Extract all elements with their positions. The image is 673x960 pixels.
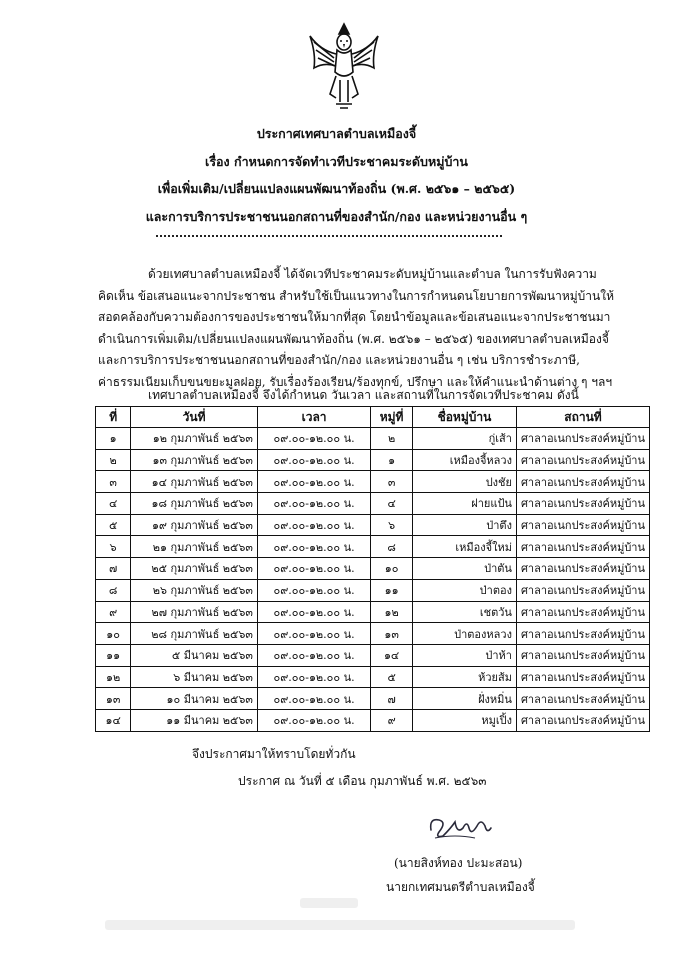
cell-no: ๙: [96, 601, 131, 623]
cell-village: กู่เส้า: [412, 428, 516, 450]
table-row: [96, 536, 650, 558]
cell-no: ๖: [96, 536, 131, 558]
cell-time: ๐๙.๐๐-๑๒.๐๐ น.: [257, 428, 370, 450]
table-row: [96, 709, 650, 731]
cell-time: ๐๙.๐๐-๑๒.๐๐ น.: [257, 558, 370, 580]
cell-village: ป่าตัน: [412, 558, 516, 580]
cell-date: ๑๒ กุมภาพันธ์ ๒๕๖๓: [131, 428, 258, 450]
cell-date: ๒๘ กุมภาพันธ์ ๒๕๖๓: [131, 623, 258, 645]
cell-village: เหมืองจี้ใหม่: [412, 536, 516, 558]
cell-date: ๒๑ กุมภาพันธ์ ๒๕๖๓: [131, 536, 258, 558]
cell-no: ๕: [96, 514, 131, 536]
cell-date: ๑๙ กุมภาพันธ์ ๒๕๖๓: [131, 514, 258, 536]
cell-village: ปงชัย: [412, 471, 516, 493]
cell-no: ๓: [96, 471, 131, 493]
body-line: ดำเนินการเพิ่มเติม/เปลี่ยนแปลงแผนพัฒนาท้องถิ่น (พ.ศ. ๒๕๖๑ – ๒๕๖๕) ของเทศบาลตำบลเหมืองจี้: [98, 331, 609, 346]
col-header-date: วันที่: [131, 407, 258, 428]
cell-village: เชตวัน: [412, 601, 516, 623]
cell-date: ๑๘ กุมภาพันธ์ ๒๕๖๓: [131, 493, 258, 515]
cell-village: ฝายแป้น: [412, 493, 516, 515]
cell-venue: ศาลาอเนกประสงค์หมู่บ้าน: [516, 623, 649, 645]
cell-time: ๐๙.๐๐-๑๒.๐๐ น.: [257, 579, 370, 601]
table-row: [96, 623, 650, 645]
table-row: [96, 449, 650, 471]
body-line: และการบริการประชาชนนอกสถานที่ของสำนัก/กอง และหน่วยงานอื่น ๆ เช่น บริการชำระภาษี,: [98, 353, 580, 367]
cell-time: ๐๙.๐๐-๑๒.๐๐ น.: [257, 644, 370, 666]
closing-date: ประกาศ ณ วันที่ ๕ เดือน กุมภาพันธ์ พ.ศ. ๒๕๖๓: [238, 774, 487, 788]
cell-time: ๐๙.๐๐-๑๒.๐๐ น.: [257, 449, 370, 471]
cell-moo: ๘: [371, 536, 413, 558]
col-header-time: เวลา: [257, 407, 370, 428]
body-line: สอดคล้องกับความต้องการของประชาชนให้มากที่สุด โดยนำข้อมูลและข้อเสนอแนะจากประชาชนมา: [98, 310, 611, 324]
table-row: [96, 471, 650, 493]
cell-moo: ๑๑: [371, 579, 413, 601]
cell-venue: ศาลาอเนกประสงค์หมู่บ้าน: [516, 428, 649, 450]
cell-venue: ศาลาอเนกประสงค์หมู่บ้าน: [516, 579, 649, 601]
cell-no: ๔: [96, 493, 131, 515]
table-intro: [98, 385, 638, 407]
cell-moo: ๑๒: [371, 601, 413, 623]
cell-village: ป่าห้า: [412, 644, 516, 666]
cell-village: ป่าตอง: [412, 579, 516, 601]
cell-no: ๑๓: [96, 688, 131, 710]
cell-village: ป่าตองหลวง: [412, 623, 516, 645]
cell-date: ๖ มีนาคม ๒๕๖๓: [131, 666, 258, 688]
cell-venue: ศาลาอเนกประสงค์หมู่บ้าน: [516, 449, 649, 471]
body-paragraph: [98, 264, 638, 393]
body-line: ด้วยเทศบาลตำบลเหมืองจี้ ได้จัดเวทีประชาคมระดับหมู่บ้านและตำบล ในการรับฟังความ: [148, 267, 597, 281]
cell-date: ๒๗ กุมภาพันธ์ ๒๕๖๓: [131, 601, 258, 623]
cell-venue: ศาลาอเนกประสงค์หมู่บ้าน: [516, 688, 649, 710]
header-divider: [156, 235, 502, 237]
cell-time: ๐๙.๐๐-๑๒.๐๐ น.: [257, 709, 370, 731]
cell-moo: ๙: [371, 709, 413, 731]
table-row: [96, 579, 650, 601]
table-intro-text: เทศบาลตำบลเหมืองจี้ จึงได้กำหนด วันเวลา และสถานที่ในการจัดเวทีประชาคม ดังนี้: [148, 388, 579, 402]
signer-name: (นายสิงห์ทอง ปะมะสอน): [394, 856, 523, 870]
cell-time: ๐๙.๐๐-๑๒.๐๐ น.: [257, 688, 370, 710]
cell-time: ๐๙.๐๐-๑๒.๐๐ น.: [257, 623, 370, 645]
cell-venue: ศาลาอเนกประสงค์หมู่บ้าน: [516, 471, 649, 493]
cell-village: เหมืองจี้หลวง: [412, 449, 516, 471]
table-row: [96, 428, 650, 450]
cell-village: หมูเปิ้ง: [412, 709, 516, 731]
cell-time: ๐๙.๐๐-๑๒.๐๐ น.: [257, 471, 370, 493]
cell-village: ห้วยส้ม: [412, 666, 516, 688]
cell-venue: ศาลาอเนกประสงค์หมู่บ้าน: [516, 666, 649, 688]
cell-time: ๐๙.๐๐-๑๒.๐๐ น.: [257, 514, 370, 536]
cell-moo: ๓: [371, 471, 413, 493]
bleed-through-mark: [300, 898, 358, 908]
cell-no: ๑๐: [96, 623, 131, 645]
cell-moo: ๑: [371, 449, 413, 471]
cell-venue: ศาลาอเนกประสงค์หมู่บ้าน: [516, 709, 649, 731]
body-line: คิดเห็น ข้อเสนอแนะจากประชาชน สำหรับใช้เป็นแนวทางในการกำหนดนโยบายการพัฒนาหมู่บ้านให้: [98, 288, 614, 303]
cell-time: ๐๙.๐๐-๑๒.๐๐ น.: [257, 666, 370, 688]
cell-no: ๒: [96, 449, 131, 471]
table-row: [96, 493, 650, 515]
cell-no: ๗: [96, 558, 131, 580]
table-header-row: [96, 407, 650, 428]
cell-venue: ศาลาอเนกประสงค์หมู่บ้าน: [516, 601, 649, 623]
cell-venue: ศาลาอเนกประสงค์หมู่บ้าน: [516, 558, 649, 580]
cell-moo: ๑๐: [371, 558, 413, 580]
table-row: [96, 688, 650, 710]
cell-village: ป่าตึง: [412, 514, 516, 536]
cell-no: ๑: [96, 428, 131, 450]
cell-moo: ๕: [371, 666, 413, 688]
cell-venue: ศาลาอเนกประสงค์หมู่บ้าน: [516, 644, 649, 666]
header-subject: เรื่อง กำหนดการจัดทำเวทีประชาคมระดับหมู่บ้าน: [205, 154, 468, 169]
cell-moo: ๑๔: [371, 644, 413, 666]
garuda-emblem-icon: [306, 20, 382, 112]
col-header-moo: หมู่ที่: [371, 407, 413, 428]
bleed-through-mark: [105, 920, 575, 930]
table-row: [96, 644, 650, 666]
cell-no: ๑๒: [96, 666, 131, 688]
cell-date: ๑๑ มีนาคม ๒๕๖๓: [131, 709, 258, 731]
schedule-table: [95, 406, 650, 732]
table-row: [96, 558, 650, 580]
cell-date: ๒๖ กุมภาพันธ์ ๒๕๖๓: [131, 579, 258, 601]
cell-date: ๑๔ กุมภาพันธ์ ๒๕๖๓: [131, 471, 258, 493]
cell-venue: ศาลาอเนกประสงค์หมู่บ้าน: [516, 514, 649, 536]
cell-moo: ๖: [371, 514, 413, 536]
cell-date: ๒๕ กุมภาพันธ์ ๒๕๖๓: [131, 558, 258, 580]
table-row: [96, 601, 650, 623]
signer-title: นายกเทศมนตรีตำบลเหมืองจี้: [386, 880, 535, 894]
table-row: [96, 666, 650, 688]
col-header-no: ที่: [96, 407, 131, 428]
cell-no: ๑๔: [96, 709, 131, 731]
table-body: [96, 428, 650, 732]
cell-no: ๑๑: [96, 644, 131, 666]
signature-image: [425, 808, 495, 844]
cell-moo: ๔: [371, 493, 413, 515]
cell-date: ๕ มีนาคม ๒๕๖๓: [131, 644, 258, 666]
cell-moo: ๑๓: [371, 623, 413, 645]
col-header-venue: สถานที่: [516, 407, 649, 428]
cell-venue: ศาลาอเนกประสงค์หมู่บ้าน: [516, 493, 649, 515]
cell-time: ๐๙.๐๐-๑๒.๐๐ น.: [257, 493, 370, 515]
cell-moo: ๒: [371, 428, 413, 450]
cell-time: ๐๙.๐๐-๑๒.๐๐ น.: [257, 536, 370, 558]
cell-venue: ศาลาอเนกประสงค์หมู่บ้าน: [516, 536, 649, 558]
header-purpose: เพื่อเพิ่มเติม/เปลี่ยนแปลงแผนพัฒนาท้องถิ่น (พ.ศ. ๒๕๖๑ – ๒๕๖๕): [157, 181, 516, 196]
header-title: ประกาศเทศบาลตำบลเหมืองจี้: [256, 126, 417, 141]
cell-date: ๑๓ กุมภาพันธ์ ๒๕๖๓: [131, 449, 258, 471]
cell-village: ฝั่งหมิ่น: [412, 688, 516, 710]
cell-time: ๐๙.๐๐-๑๒.๐๐ น.: [257, 601, 370, 623]
cell-date: ๑๐ มีนาคม ๒๕๖๓: [131, 688, 258, 710]
col-header-village: ชื่อหมู่บ้าน: [412, 407, 516, 428]
table-row: [96, 514, 650, 536]
closing-announce: จึงประกาศมาให้ทราบโดยทั่วกัน: [192, 747, 356, 761]
cell-moo: ๗: [371, 688, 413, 710]
cell-no: ๘: [96, 579, 131, 601]
body-line: ค่าธรรมเนียมเก็บขนขยะมูลฝอย, รับเรื่องร้องเรียน/ร้องทุกข์, ปรึกษา และให้คำแนะนำด้านต่าง ๆ ฯลฯ: [98, 374, 613, 389]
header-services: และการบริการประชาชนนอกสถานที่ของสำนัก/กอง และหน่วยงานอื่น ๆ: [145, 209, 528, 224]
